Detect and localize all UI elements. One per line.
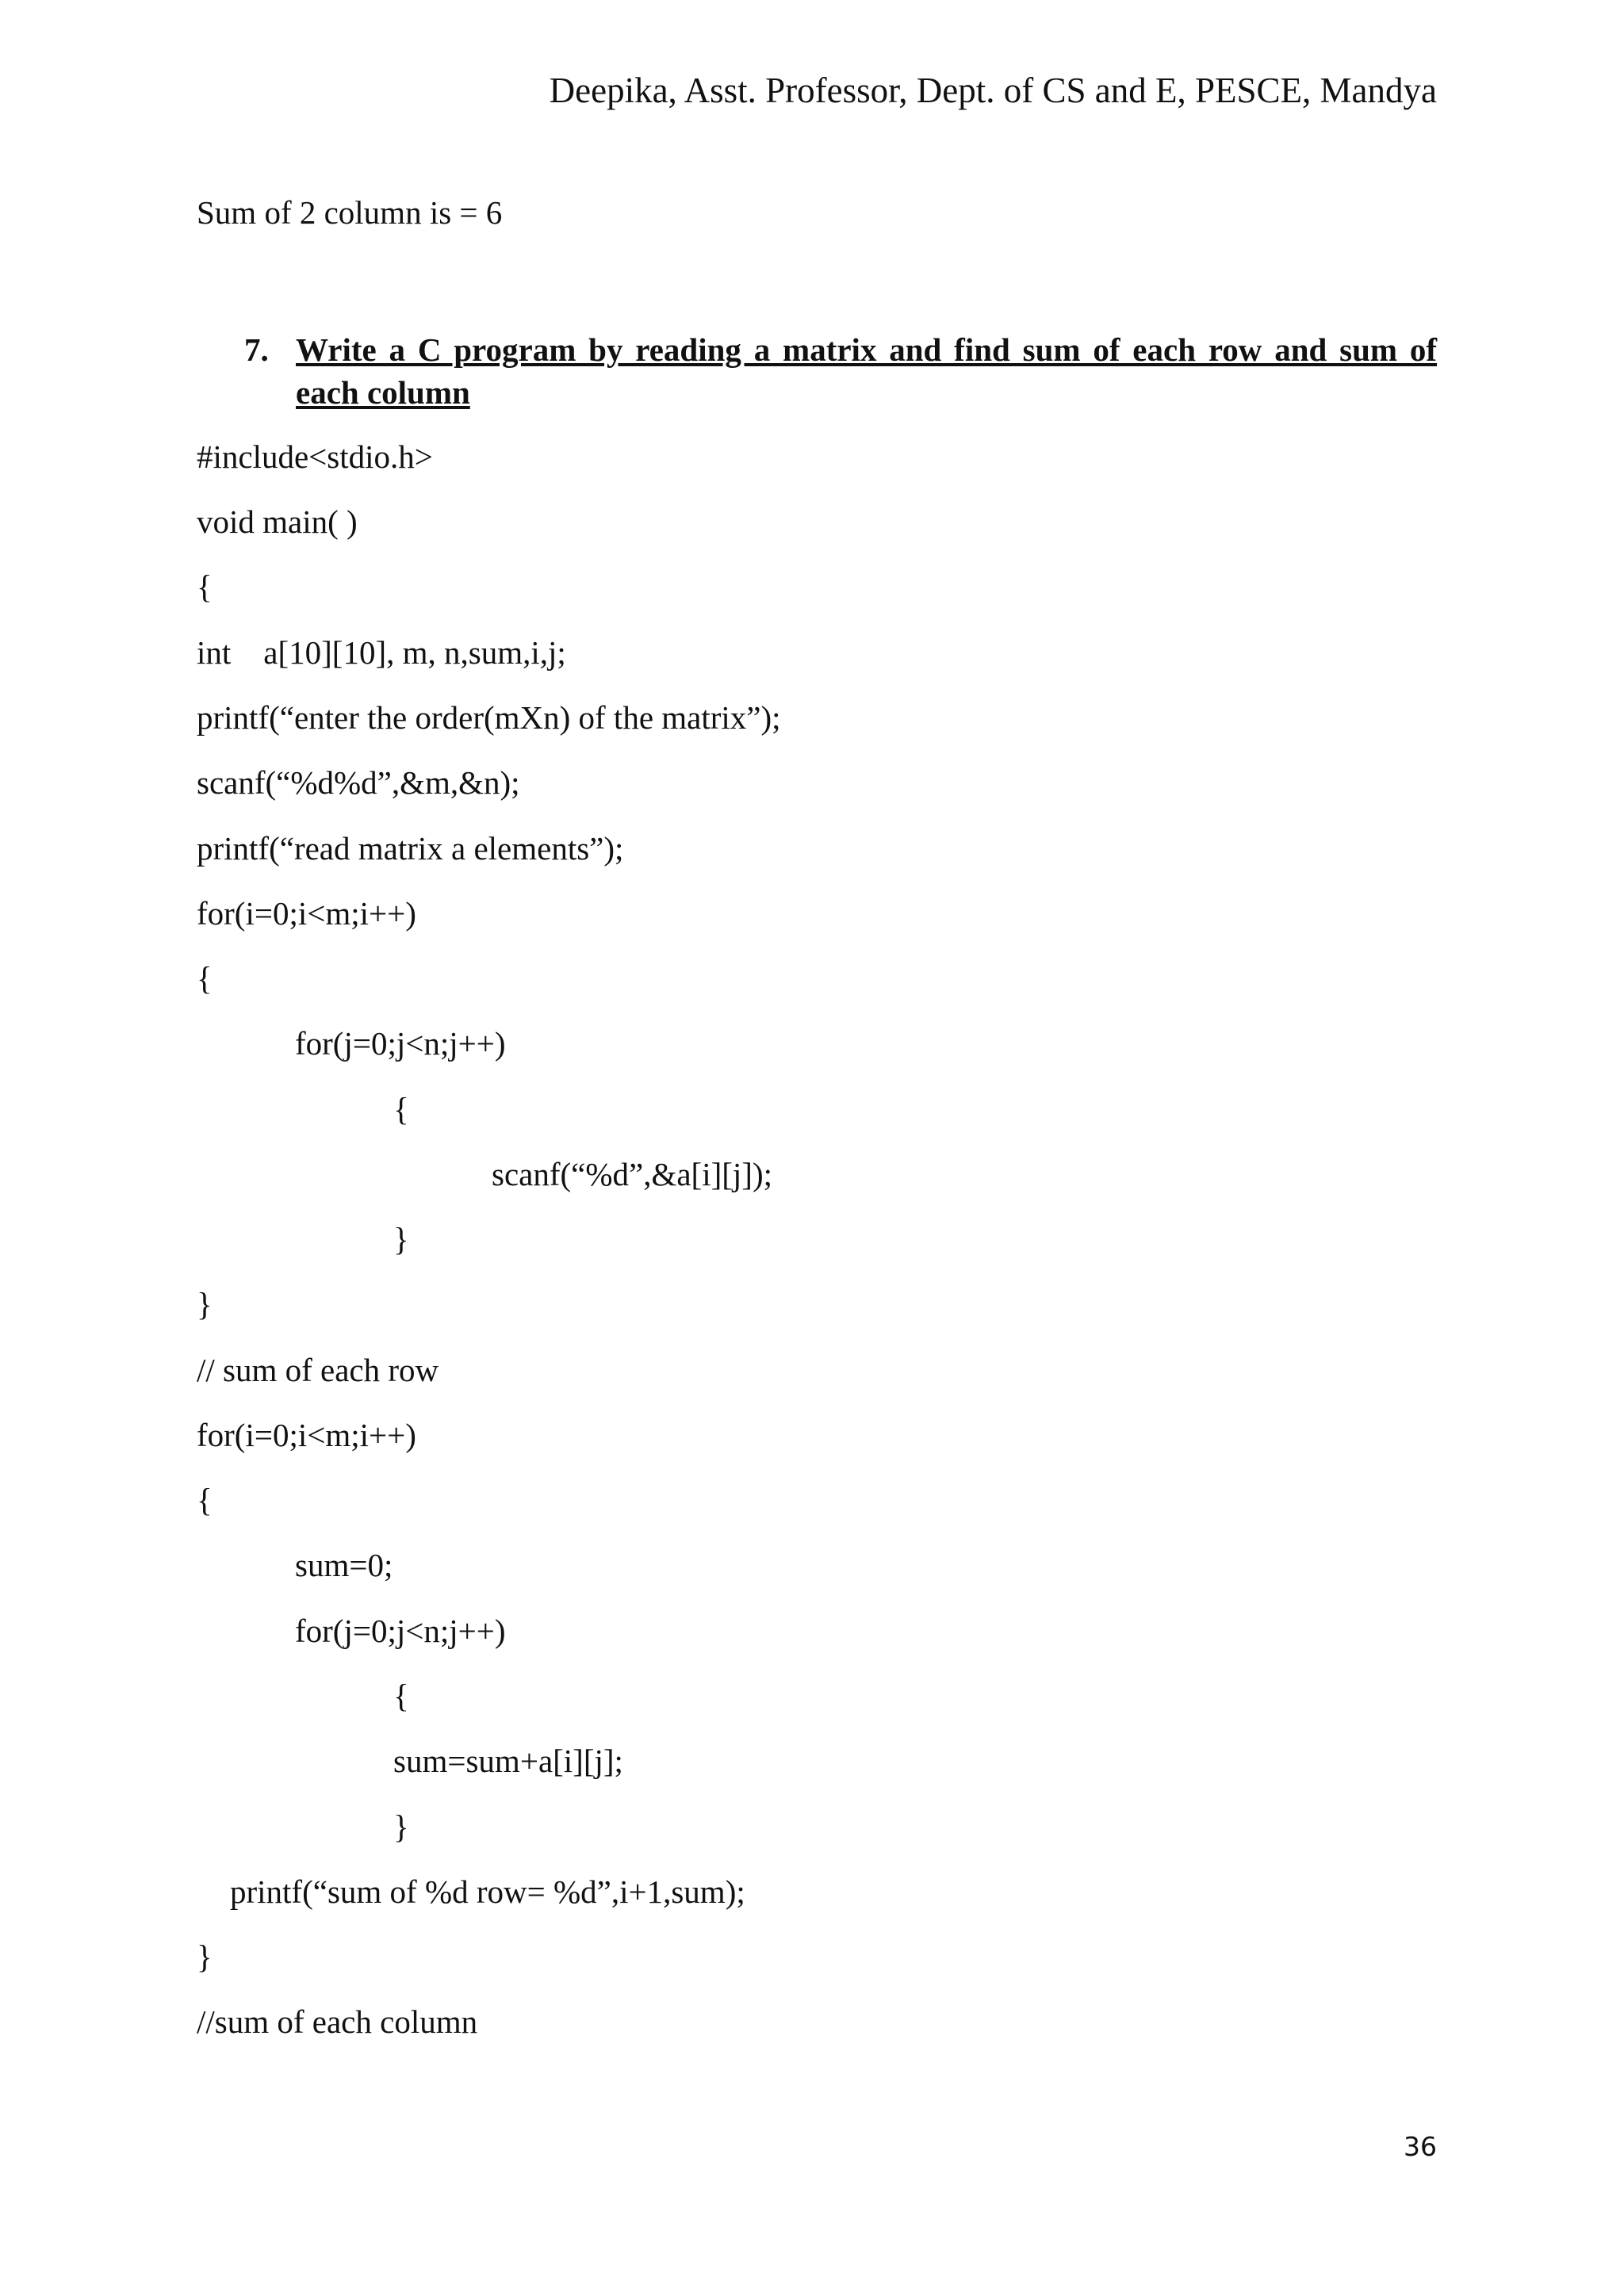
code-line: #include<stdio.h>: [197, 438, 433, 475]
question-number: 7.: [244, 331, 269, 368]
page-number: 36: [1404, 2131, 1437, 2162]
code-line: {: [197, 1482, 213, 1518]
previous-output-line: Sum of 2 column is = 6: [197, 194, 503, 231]
code-line: }: [393, 1808, 409, 1845]
question-text: Write a C program by reading a matrix and find sum of each row and sum of each column: [296, 331, 1437, 411]
code-line: printf(“read matrix a elements”);: [197, 830, 624, 867]
code-line: }: [197, 1286, 213, 1322]
question-heading: [244, 328, 1437, 414]
code-line: {: [197, 568, 213, 605]
code-line: for(i=0;i<m;i++): [197, 895, 416, 932]
code-line: {: [393, 1091, 409, 1127]
code-line: // sum of each row: [197, 1352, 439, 1388]
code-line: scanf(“%d%d”,&m,&n);: [197, 764, 520, 801]
code-line: sum=0;: [295, 1547, 393, 1583]
code-line: }: [393, 1221, 409, 1257]
code-line: scanf(“%d”,&a[i][j]);: [492, 1156, 772, 1192]
code-line: for(j=0;j<n;j++): [295, 1613, 506, 1649]
code-line: int a[10][10], m, n,sum,i,j;: [197, 634, 566, 671]
code-line: }: [197, 1938, 213, 1975]
code-line: printf(“sum of %d row= %d”,i+1,sum);: [230, 1873, 745, 1910]
code-line: printf(“enter the order(mXn) of the matrix”);: [197, 699, 781, 736]
code-line: sum=sum+a[i][j];: [393, 1743, 623, 1779]
code-line: {: [393, 1678, 409, 1714]
code-line: void main( ): [197, 503, 358, 540]
code-line: {: [197, 960, 213, 997]
code-line: //sum of each column: [197, 2003, 478, 2040]
page-header: Deepika, Asst. Professor, Dept. of CS and E, PESCE, Mandya: [549, 71, 1437, 110]
code-line: for(j=0;j<n;j++): [295, 1025, 506, 1062]
code-line: for(i=0;i<m;i++): [197, 1417, 416, 1453]
